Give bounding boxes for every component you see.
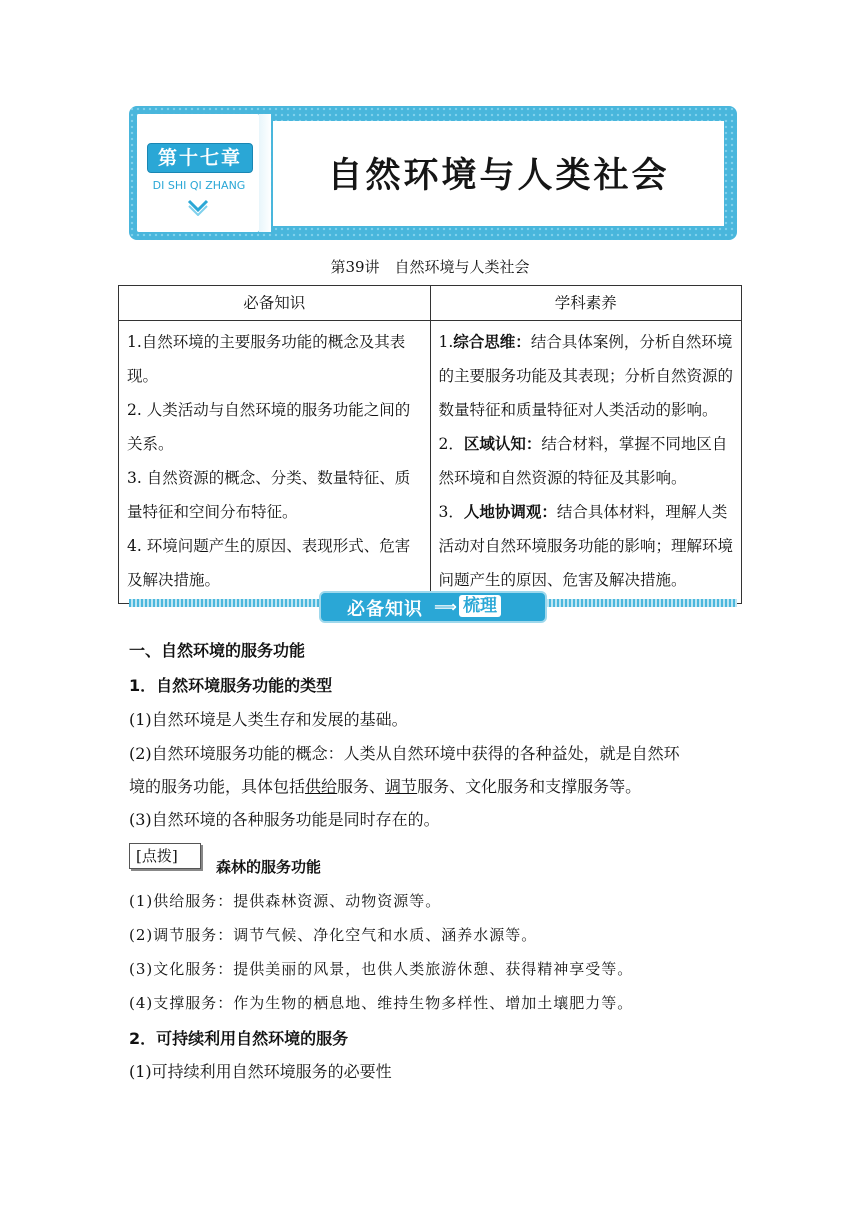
tip-item: (4)支撑服务：作为生物的栖息地、维持生物多样性、增加土壤肥力等。 <box>129 994 634 1012</box>
heading-1: 一、自然环境的服务功能 <box>129 641 306 660</box>
arrow-right-icon: ⟹ <box>434 597 457 616</box>
paragraph <box>129 774 641 797</box>
tip-item: (1)供给服务：提供森林资源、动物资源等。 <box>129 892 442 910</box>
table-header-knowledge: 必备知识 <box>119 286 431 321</box>
underlined-term: 供给 <box>305 777 338 796</box>
section-title: 必备知识 <box>347 599 423 620</box>
text-run: 服务、 <box>337 777 386 796</box>
chapter-title: 自然环境与人类社会 <box>327 156 670 196</box>
underlined-term: 调节 <box>385 777 418 796</box>
chapter-pinyin: DI SHI QI ZHANG <box>152 179 246 192</box>
goals-table <box>118 285 742 604</box>
knowledge-item: 1.自然环境的主要服务功能的概念及其表现。 <box>127 333 406 385</box>
book-edge-decoration <box>259 114 271 232</box>
knowledge-item: 4. 环境问题产生的原因、表现形式、危害及解决措施。 <box>127 537 411 589</box>
section-banner <box>129 591 737 625</box>
text-run: 服务、文化服务和支撑服务等。 <box>417 777 642 796</box>
paragraph: (3)自然环境的各种服务功能是同时存在的。 <box>129 810 440 829</box>
literacy-num: 1. <box>438 333 454 351</box>
literacy-key: 人地协调观： <box>463 503 557 521</box>
knowledge-item: 3. 自然资源的概念、分类、数量特征、质量特征和空间分布特征。 <box>127 469 411 521</box>
chapter-label: 第十七章 <box>147 143 253 173</box>
section-tag: 梳理 <box>459 595 501 617</box>
literacy-num: 3． <box>438 503 464 521</box>
tip-item: (2)调节服务：调节气候、净化空气和水质、涵养水源等。 <box>129 926 538 944</box>
text-run: 境的服务功能，具体包括 <box>129 777 306 796</box>
table-header-literacy: 学科素养 <box>430 286 742 321</box>
paragraph: (2)自然环境服务功能的概念：人类从自然环境中获得的各种益处，就是自然环 <box>129 744 680 763</box>
paragraph: (1)可持续利用自然环境服务的必要性 <box>129 1062 392 1081</box>
tip-item: (3)文化服务：提供美丽的风景，也供人类旅游休憩、获得精神享受等。 <box>129 960 634 978</box>
heading-2: 2．可持续利用自然环境的服务 <box>129 1029 349 1048</box>
tip-label: [点拨] <box>129 843 201 869</box>
heading-2: 1．自然环境服务功能的类型 <box>129 676 333 695</box>
knowledge-cell <box>119 321 431 604</box>
literacy-text: 结合材料，掌握不同地区自然环境和自然资源的特征及其影响。 <box>438 435 728 487</box>
literacy-text: 结合具体材料，理解人类活动对自然环境服务功能的影响；理解环境问题产生的原因、危害及解决措施。 <box>438 503 734 589</box>
paragraph: (1)自然环境是人类生存和发展的基础。 <box>129 710 408 729</box>
lecture-title: 第39讲 自然环境与人类社会 <box>330 258 530 276</box>
literacy-text: 结合具体案例，分析自然环境的主要服务功能及其表现；分析自然资源的数量特征和质量特征对人类活动的影响。 <box>438 333 734 419</box>
knowledge-item: 2. 人类活动与自然环境的服务功能之间的关系。 <box>127 401 411 453</box>
literacy-cell <box>430 321 742 604</box>
literacy-key: 区域认知： <box>463 435 542 453</box>
chevron-down-icon <box>186 198 210 216</box>
literacy-num: 2． <box>438 435 464 453</box>
tip-title: 森林的服务功能 <box>216 858 322 876</box>
literacy-item <box>439 325 736 427</box>
literacy-item <box>439 495 736 597</box>
literacy-key: 综合思维： <box>453 333 531 351</box>
literacy-item <box>439 427 736 495</box>
